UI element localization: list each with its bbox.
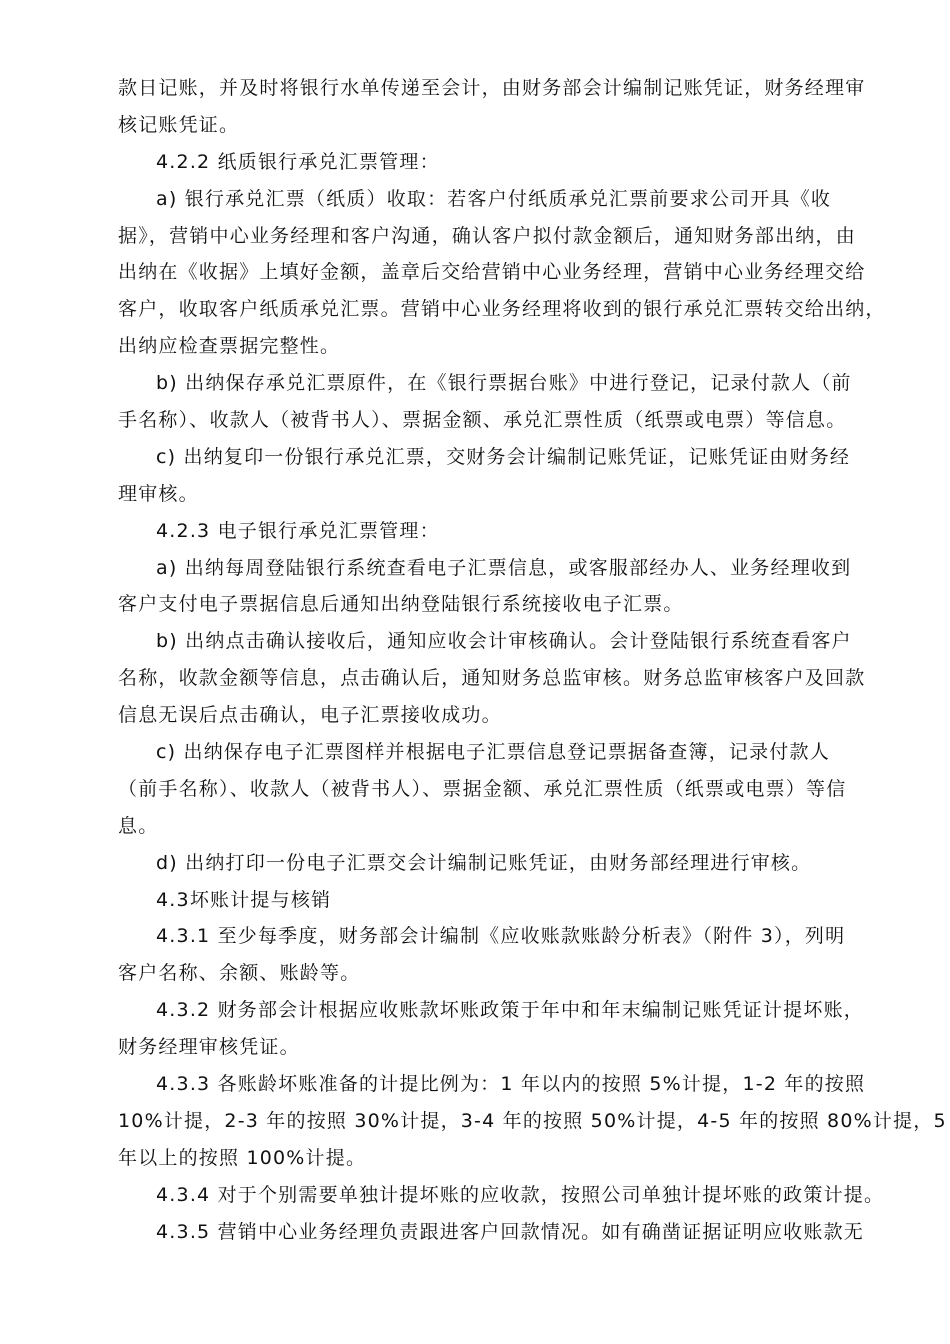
text-line: 名称，收款金额等信息，点击确认后，通知财务总监审核。财务总监审核客户及回款	[118, 667, 866, 690]
text-line: a) 出纳每周登陆银行系统查看电子汇票信息，或客服部经办人、业务经理收到	[156, 556, 852, 579]
text-line: 4.3.2 财务部会计根据应收账款坏账政策于年中和年末编制记账凭证计提坏账，	[156, 999, 864, 1022]
text-line: d) 出纳打印一份电子汇票交会计编制记账凭证，由财务部经理进行审核。	[156, 851, 812, 874]
text-line: 年以上的按照 100%计提。	[118, 1146, 367, 1169]
text-line: b) 出纳保存承兑汇票原件，在《银行票据台账》中进行登记，记录付款人（前	[156, 372, 852, 395]
text-line: 客户支付电子票据信息后通知出纳登陆银行系统接收电子汇票。	[118, 593, 684, 616]
text-line: 4.3.1 至少每季度，财务部会计编制《应收账款账龄分析表》（附件 3），列明	[156, 925, 846, 948]
text-line: 客户名称、余额、账龄等。	[118, 962, 361, 985]
text-line: 出纳应检查票据完整性。	[118, 335, 341, 358]
text-line: c) 出纳复印一份银行承兑汇票，交财务会计编制记账凭证，记账凭证由财务经	[156, 445, 851, 468]
section-heading: 4.2.2 纸质银行承兑汇票管理：	[156, 150, 440, 173]
text-line: 财务经理审核凭证。	[118, 1036, 300, 1059]
text-line: 据》，营销中心业务经理和客户沟通，确认客户拟付款金额后，通知财务部出纳，由	[118, 224, 856, 247]
text-line: 信息无误后点击确认，电子汇票接收成功。	[118, 704, 502, 727]
text-line: 核记账凭证。	[118, 113, 240, 136]
text-line: a) 银行承兑汇票（纸质）收取：若客户付纸质承兑汇票前要求公司开具《收	[156, 187, 832, 210]
text-line: （前手名称）、收款人（被背书人）、票据金额、承兑汇票性质（纸票或电票）等信	[118, 777, 847, 800]
text-line: 10%计提，2-3 年的按照 30%计提，3-4 年的按照 50%计提，4-5 年的按照 80%计提，5	[118, 1109, 947, 1132]
text-line: 款日记账，并及时将银行水单传递至会计，由财务部会计编制记账凭证，财务经理审	[118, 77, 866, 99]
text-line: 4.3.3 各账龄坏账准备的计提比例为：1 年以内的按照 5%计提，1-2 年的按照	[156, 1073, 866, 1096]
section-heading: 4.2.3 电子银行承兑汇票管理：	[156, 519, 440, 542]
text-line: 理审核。	[118, 482, 199, 505]
text-line: b) 出纳点击确认接收后，通知应收会计审核确认。会计登陆银行系统查看客户	[156, 630, 852, 653]
document-body	[118, 70, 947, 1251]
text-line: 手名称）、收款人（被背书人）、票据金额、承兑汇票性质（纸票或电票）等信息。	[118, 409, 847, 432]
text-line: 4.3.4 对于个别需要单独计提坏账的应收款，按照公司单独计提坏账的政策计提。	[156, 1183, 885, 1206]
text-line: 息。	[118, 814, 159, 837]
section-heading: 4.3坏账计提与核销	[156, 888, 332, 911]
text-line: 客户，收取客户纸质承兑汇票。营销中心业务经理将收到的银行承兑汇票转交给出纳，	[118, 298, 886, 321]
text-line: c) 出纳保存电子汇票图样并根据电子汇票信息登记票据备查簿，记录付款人	[156, 741, 830, 764]
text-line: 出纳在《收据》上填好金额，盖章后交给营销中心业务经理，营销中心业务经理交给	[118, 261, 866, 284]
text-line: 4.3.5 营销中心业务经理负责跟进客户回款情况。如有确凿证据证明应收账款无	[156, 1220, 864, 1243]
